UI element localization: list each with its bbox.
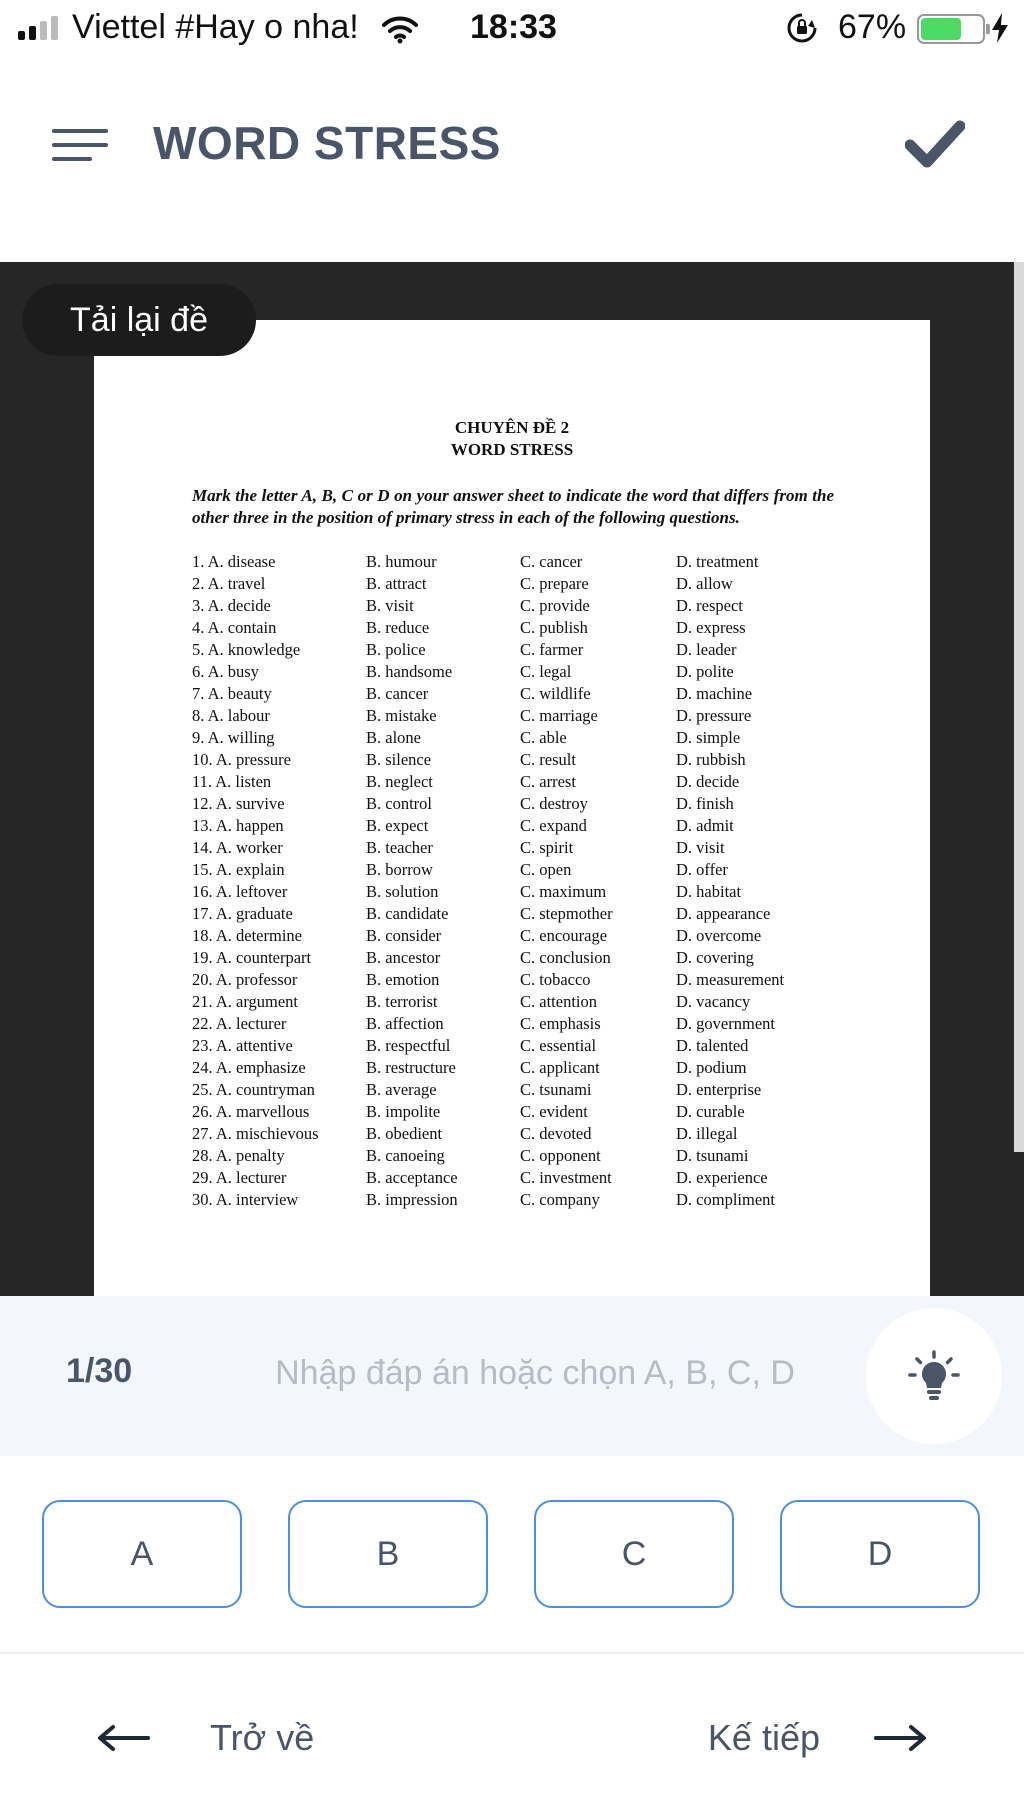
question-option-c: C. emphasis: [520, 1014, 601, 1033]
question-option-d: D. illegal: [676, 1124, 738, 1143]
question-option-c: C. company: [520, 1190, 600, 1209]
question-option-b: B. visit: [366, 596, 414, 615]
question-option-d: D. simple: [676, 728, 741, 747]
question-option-a: 14. A. worker: [192, 838, 283, 857]
question-option-d: D. habitat: [676, 882, 742, 901]
question-row: [192, 926, 832, 948]
question-option-a: 28. A. penalty: [192, 1146, 285, 1165]
question-option-b: B. candidate: [366, 904, 449, 923]
question-option-c: C. maximum: [520, 882, 607, 901]
question-option-c: C. essential: [520, 1036, 597, 1055]
question-option-c: C. arrest: [520, 772, 576, 791]
question-row: [192, 552, 832, 574]
question-option-c: C. opponent: [520, 1146, 601, 1165]
question-option-c: C. legal: [520, 662, 572, 681]
question-option-d: D. polite: [676, 662, 734, 681]
question-option-b: B. respectful: [366, 1036, 451, 1055]
question-option-d: D. podium: [676, 1058, 747, 1077]
question-option-b: B. attract: [366, 574, 427, 593]
question-option-a: 30. A. interview: [192, 1190, 299, 1209]
choice-a-button[interactable]: A: [42, 1500, 242, 1608]
page-title: WORD STRESS: [153, 117, 501, 169]
question-option-a: 24. A. emphasize: [192, 1058, 306, 1077]
instruction-text: Mark the letter A, B, C or D on your answer sheet to indicate the word that differs from the other three in the position of primary stress in each of the following questions.: [192, 486, 834, 527]
question-row: [192, 838, 832, 860]
question-row: [192, 1190, 832, 1212]
question-option-a: 4. A. contain: [192, 618, 277, 637]
question-option-b: B. affection: [366, 1014, 444, 1033]
question-row: [192, 1146, 832, 1168]
question-option-d: D. compliment: [676, 1190, 775, 1209]
question-option-a: 16. A. leftover: [192, 882, 288, 901]
rotation-lock-icon: [786, 12, 818, 53]
answer-bar: [0, 1296, 1024, 1456]
question-option-c: C. wildlife: [520, 684, 591, 703]
question-option-d: D. appearance: [676, 904, 771, 923]
carrier-name: Viettel #Hay o nha!: [72, 8, 359, 46]
question-option-d: D. decide: [676, 772, 740, 791]
question-option-d: D. government: [676, 1014, 775, 1033]
question-option-c: C. result: [520, 750, 576, 769]
choice-row: [0, 1500, 1024, 1612]
choice-d-button[interactable]: D: [780, 1500, 980, 1608]
next-label: Kế tiếp: [707, 1717, 820, 1758]
question-option-d: D. measurement: [676, 970, 785, 989]
question-option-a: 17. A. graduate: [192, 904, 293, 923]
question-option-a: 27. A. mischievous: [192, 1124, 319, 1143]
question-option-c: C. applicant: [520, 1058, 600, 1077]
question-option-a: 21. A. argument: [192, 992, 299, 1011]
question-option-b: B. mistake: [366, 706, 437, 725]
question-option-a: 7. A. beauty: [192, 684, 272, 703]
question-option-d: D. treatment: [676, 552, 759, 571]
question-row: [192, 596, 832, 618]
hint-button[interactable]: [866, 1308, 1002, 1444]
question-option-c: C. encourage: [520, 926, 608, 945]
question-row: [192, 970, 832, 992]
question-option-a: 12. A. survive: [192, 794, 285, 813]
question-option-c: C. attention: [520, 992, 597, 1011]
question-option-b: B. cancer: [366, 684, 429, 703]
question-option-c: C. tsunami: [520, 1080, 592, 1099]
question-row: [192, 1168, 832, 1190]
question-option-c: C. publish: [520, 618, 588, 637]
question-row: [192, 948, 832, 970]
question-option-a: 11. A. listen: [192, 772, 272, 791]
clock: 18:33: [470, 8, 557, 46]
question-option-c: C. able: [520, 728, 567, 747]
menu-icon[interactable]: [52, 125, 110, 165]
question-option-d: D. admit: [676, 816, 734, 835]
question-option-d: D. respect: [676, 596, 743, 615]
question-row: [192, 1102, 832, 1124]
question-option-d: D. allow: [676, 574, 733, 593]
question-option-c: C. devoted: [520, 1124, 592, 1143]
question-option-b: B. silence: [366, 750, 432, 769]
question-option-c: C. investment: [520, 1168, 612, 1187]
reload-button[interactable]: Tải lại đề: [22, 284, 256, 356]
wifi-icon: [382, 14, 418, 53]
doc-title-line2: WORD STRESS: [450, 440, 574, 459]
question-option-b: B. control: [366, 794, 432, 813]
back-label: Trở về: [210, 1717, 315, 1758]
check-icon[interactable]: [905, 118, 965, 170]
question-option-d: D. covering: [676, 948, 754, 967]
question-row: [192, 1014, 832, 1036]
question-row: [192, 574, 832, 596]
question-option-a: 23. A. attentive: [192, 1036, 293, 1055]
question-option-a: 19. A. counterpart: [192, 948, 312, 967]
question-option-c: C. evident: [520, 1102, 588, 1121]
question-option-a: 22. A. lecturer: [192, 1014, 287, 1033]
question-option-b: B. emotion: [366, 970, 440, 989]
document-viewer[interactable]: [0, 262, 1024, 1296]
question-option-c: C. destroy: [520, 794, 588, 813]
question-option-c: C. provide: [520, 596, 590, 615]
question-option-b: B. humour: [366, 552, 437, 571]
lightbulb-icon: [906, 1348, 962, 1404]
question-option-d: D. curable: [676, 1102, 745, 1121]
question-row: [192, 684, 832, 706]
question-row: [192, 904, 832, 926]
question-option-d: D. machine: [676, 684, 753, 703]
question-option-d: D. finish: [676, 794, 734, 813]
question-option-c: C. cancer: [520, 552, 583, 571]
question-option-c: C. prepare: [520, 574, 589, 593]
question-option-a: 5. A. knowledge: [192, 640, 301, 659]
question-option-d: D. pressure: [676, 706, 752, 725]
question-option-a: 18. A. determine: [192, 926, 302, 945]
scrollbar[interactable]: [1014, 262, 1024, 1152]
next-button[interactable]: [708, 1708, 928, 1768]
question-option-b: B. obedient: [366, 1124, 443, 1143]
question-option-d: D. talented: [676, 1036, 749, 1055]
question-row: [192, 750, 832, 772]
question-option-a: 9. A. willing: [192, 728, 275, 747]
question-option-c: C. tobacco: [520, 970, 591, 989]
battery-icon: [917, 14, 985, 44]
question-option-b: B. solution: [366, 882, 439, 901]
question-option-b: B. alone: [366, 728, 421, 747]
question-option-a: 8. A. labour: [192, 706, 270, 725]
question-option-a: 3. A. decide: [192, 596, 271, 615]
question-option-b: B. average: [366, 1080, 437, 1099]
question-option-d: D. express: [676, 618, 746, 637]
question-option-d: D. enterprise: [676, 1080, 762, 1099]
exam-page: [94, 320, 930, 1296]
question-option-b: B. terrorist: [366, 992, 438, 1011]
status-bar: [0, 0, 1024, 58]
question-option-a: 6. A. busy: [192, 662, 259, 681]
question-option-c: C. stepmother: [520, 904, 613, 923]
battery-percent: 67%: [838, 8, 907, 46]
arrow-right-icon: [874, 1723, 928, 1753]
question-row: [192, 1058, 832, 1080]
question-option-d: D. experience: [676, 1168, 768, 1187]
divider: [0, 1652, 1024, 1654]
question-option-c: C. spirit: [520, 838, 574, 857]
question-option-b: B. canoeing: [366, 1146, 445, 1165]
question-option-c: C. expand: [520, 816, 587, 835]
answer-input[interactable]: [240, 1340, 830, 1406]
question-option-a: 26. A. marvellous: [192, 1102, 310, 1121]
question-row: [192, 794, 832, 816]
app-header: [0, 80, 1024, 210]
question-option-a: 25. A. countryman: [192, 1080, 315, 1099]
question-option-c: C. farmer: [520, 640, 584, 659]
question-option-d: D. tsunami: [676, 1146, 749, 1165]
question-option-b: B. restructure: [366, 1058, 456, 1077]
charging-bolt-icon: [990, 12, 1010, 53]
question-row: [192, 618, 832, 640]
question-option-b: B. reduce: [366, 618, 430, 637]
question-row: [192, 1080, 832, 1102]
question-option-b: B. borrow: [366, 860, 433, 879]
question-row: [192, 882, 832, 904]
question-option-a: 15. A. explain: [192, 860, 285, 879]
question-option-b: B. neglect: [366, 772, 433, 791]
question-counter: 1/30: [66, 1352, 133, 1390]
question-row: [192, 640, 832, 662]
question-option-a: 10. A. pressure: [192, 750, 291, 769]
question-row: [192, 706, 832, 728]
signal-icon: [18, 14, 58, 40]
question-option-c: C. conclusion: [520, 948, 611, 967]
question-option-b: B. police: [366, 640, 426, 659]
question-option-b: B. teacher: [366, 838, 433, 857]
question-option-d: D. leader: [676, 640, 737, 659]
question-option-c: C. open: [520, 860, 572, 879]
question-row: [192, 1124, 832, 1146]
question-row: [192, 816, 832, 838]
doc-title-line1: CHUYÊN ĐỀ 2: [454, 418, 570, 437]
question-option-b: B. handsome: [366, 662, 453, 681]
question-row: [192, 772, 832, 794]
choice-b-button[interactable]: B: [288, 1500, 488, 1608]
question-list: [192, 552, 832, 1212]
question-row: [192, 860, 832, 882]
question-option-a: 1. A. disease: [192, 552, 276, 571]
question-option-d: D. rubbish: [676, 750, 746, 769]
choice-c-button[interactable]: C: [534, 1500, 734, 1608]
question-option-b: B. acceptance: [366, 1168, 458, 1187]
question-option-d: D. overcome: [676, 926, 762, 945]
question-option-a: 13. A. happen: [192, 816, 284, 835]
back-button[interactable]: [96, 1708, 314, 1768]
question-option-b: B. consider: [366, 926, 442, 945]
question-option-c: C. marriage: [520, 706, 598, 725]
question-option-b: B. impression: [366, 1190, 458, 1209]
question-option-a: 20. A. professor: [192, 970, 298, 989]
question-option-b: B. impolite: [366, 1102, 441, 1121]
question-option-b: B. expect: [366, 816, 429, 835]
question-row: [192, 992, 832, 1014]
question-option-b: B. ancestor: [366, 948, 441, 967]
question-option-d: D. offer: [676, 860, 728, 879]
question-option-d: D. visit: [676, 838, 725, 857]
question-option-a: 2. A. travel: [192, 574, 266, 593]
question-option-a: 29. A. lecturer: [192, 1168, 287, 1187]
question-option-d: D. vacancy: [676, 992, 751, 1011]
question-row: [192, 728, 832, 750]
question-row: [192, 1036, 832, 1058]
arrow-left-icon: [96, 1723, 150, 1753]
question-row: [192, 662, 832, 684]
